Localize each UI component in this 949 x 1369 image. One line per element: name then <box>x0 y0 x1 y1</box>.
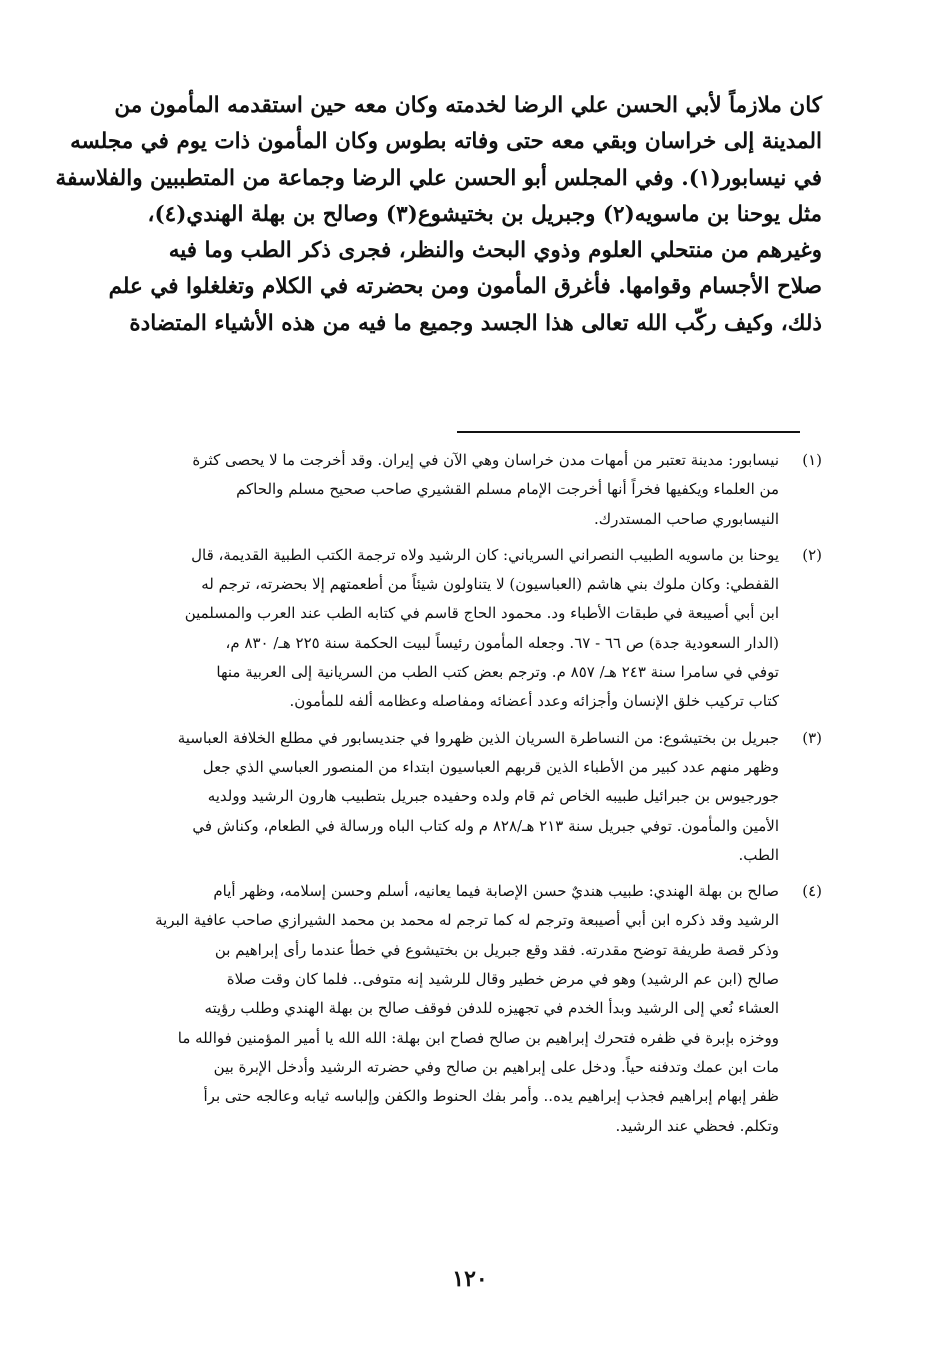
footnote-line: توفي في سامرا سنة ٢٤٣ هـ/ ٨٥٧ م. وترجم بعض كتب الطب من السريانية إلى العربية منها <box>216 663 779 682</box>
footnote-line: وذكر قصة طريفة توضح مقدرته. فقد وقع جبريل بن بختيشوع في خطأ عندما رأى إبراهيم بن <box>214 940 779 959</box>
footnote-number: (٣) <box>802 728 822 747</box>
footnote-separator <box>457 431 800 433</box>
footnote-line: مات ابن عمك وتدفنه حياً. ودخل على إبراهيم بن صالح وفي حضرته الرشيد وأدخل الإبرة بين <box>213 1057 779 1076</box>
footnote-line: ظفر إبهام إبراهيم فجذب إبراهيم يده.. وأمر بفك الحنوط والكفن وإلباسه ثيابه وعالجه حتى برأ <box>203 1087 779 1106</box>
body-line: كان ملازماً لأبي الحسن علي الرضا لخدمته وكان معه حين استقدمه المأمون من <box>114 93 822 118</box>
footnote-number: (٤) <box>802 882 822 901</box>
body-line: صلاح الأجسام وقوامها. فأغرق المأمون ومن بحضرته في الكلام وتغلغلوا في علم <box>108 274 822 300</box>
main-text-block <box>55 88 822 342</box>
footnote-line: يوحنا بن ماسويه الطبيب النصراني السرياني: كان الرشيد ولاه ترجمة الكتب الطبية القديمة، قال <box>191 545 779 564</box>
footnote-line: وتكلم. فحظي عند الرشيد. <box>615 1116 779 1135</box>
footnotes-section <box>118 446 822 1148</box>
body-line: المدينة إلى خراسان وبقي معه حتى وفاته بطوس وكان المأمون ذات يوم في مجلسه <box>70 129 822 155</box>
footnote-line: النيسابوري صاحب المستدرك. <box>593 509 779 528</box>
body-line: وغيرهم من منتحلي العلوم وذوي البحث والنظر، فجرى ذكر الطب وما فيه <box>168 238 822 264</box>
footnote-line: القفطي: وكان ملوك بني هاشم (العباسيون) لا يتناولون شيئاً من أطعمتهم إلا بحضرته، ترجم له <box>201 575 779 594</box>
footnote-line: جورجيوس بن جبرائيل طبيبه الخاص ثم قام ولده وحفيده جبريل بتطبيب هارون الرشيد وولديه <box>207 787 779 806</box>
footnote-line: كتاب تركيب خلق الإنسان وأجزائه وعدد أعضائه ومفاصله وعظامه ألفه للمأمون. <box>289 692 779 711</box>
footnote-line: من العلماء ويكفيها فخراً أنها أخرجت الإمام مسلم القشيري صاحب صحيح مسلم والحاكم <box>236 480 779 499</box>
footnote-3 <box>118 724 822 870</box>
footnote-line: ابن أبي أصيبعة في طبقات الأطباء ود. محمود الحاج قاسم في كتابه الطب عند العرب والمسلمين <box>184 604 779 623</box>
footnote-line: وظهر منهم عدد كبير من الأطباء الذين قربهم العباسيون ابتداء من المنصور العباسي الذي جعل <box>202 757 779 776</box>
footnote-line: صالح بن بهلة الهندي: طبيب هنديٌ حسن الإصابة فيما يعانيه، أسلم وحسن إسلامه، وظهر أيام <box>213 882 779 901</box>
body-line: مثل يوحنا بن ماسويه(٢) وجبريل بن بختيشوع(٣) وصالح بن بهلة الهندي(٤)، <box>147 201 822 227</box>
footnote-line: جبريل بن بختيشوع: من النساطرة السريان الذين ظهروا في جنديسابور في مطلع الخلافة العباسية <box>177 728 779 747</box>
footnote-line: (الدار السعودية جدة) ص ٦٦ - ٦٧. وجعله المأمون رئيساً لبيت الحكمة سنة ٢٢٥ هـ/ ٨٣٠ م، <box>225 633 779 652</box>
footnote-line: ووخزه بإبرة في ظفره فتحرك إبراهيم بن صالح فصاح ابن بهلة: الله الله يا أمير المؤمنين فوالله ما <box>177 1028 779 1047</box>
footnote-line: نيسابور: مدينة تعتبر من أمهات مدن خراسان وهي الآن في إيران. وقد أخرجت ما لا يحصى كثرة <box>192 451 779 469</box>
footnote-1 <box>118 446 822 534</box>
page-number: ١٢٠ <box>452 1266 488 1292</box>
footnote-4 <box>118 877 822 1141</box>
footnote-line: العشاء نُعي إلى الرشيد وبدأ الخدم في تجهيزه للدفن فوقف صالح بن بهلة الهندي وطلب رؤيته <box>204 999 779 1018</box>
footnote-line: الطب. <box>738 845 779 864</box>
body-line: ذلك، وكيف ركّب الله تعالى هذا الجسد وجميع ما فيه من هذه الأشياء المتضادة <box>129 310 822 336</box>
footnote-line: صالح (ابن عم الرشيد) وهو في مرض خطير وقال للرشيد إنه متوفى.. فلما كان وقت صلاة <box>226 970 779 989</box>
footnote-2 <box>118 541 822 717</box>
footnote-number: (١) <box>802 451 822 469</box>
body-line: في نيسابور(١). وفي المجلس أبو الحسن علي الرضا وجماعة من المتطببين والفلاسفة <box>55 165 822 191</box>
footnote-number: (٢) <box>802 545 822 564</box>
footnote-line: الرشيد وقد ذكره ابن أبي أصيبعة وترجم له كما ترجم له محمد بن محمد الشيرازي صاحب عافية البرية <box>155 911 779 930</box>
footnote-line: الأمين والمأمون. توفي جبريل سنة ٢١٣ هـ/٨٢٨ م وله كتاب الباه ورسالة في الطعام، وكناش في <box>192 816 779 835</box>
